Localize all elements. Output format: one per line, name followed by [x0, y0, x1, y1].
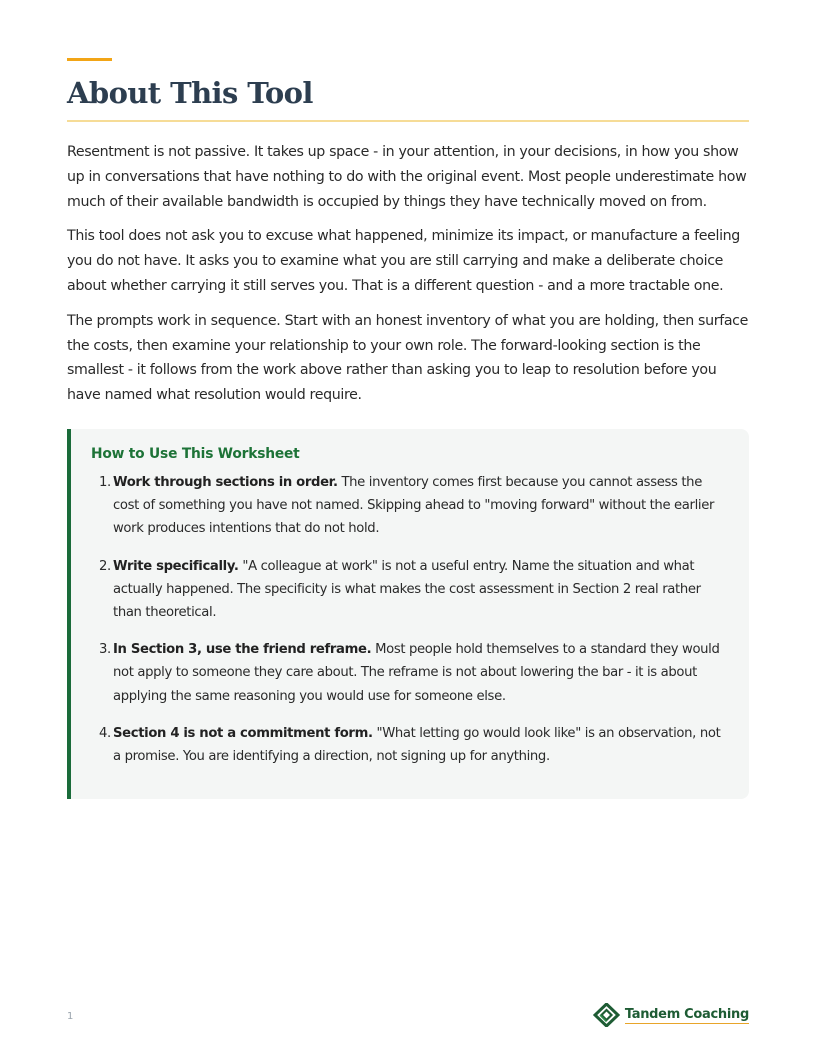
intro-section — [67, 140, 751, 418]
list-item-lead: Section 4 is not a commitment form. — [113, 725, 373, 741]
diamond-logo-icon — [593, 1003, 620, 1027]
list-item — [91, 638, 727, 708]
list-item — [91, 555, 727, 625]
intro-paragraph: Resentment is not passive. It takes up space - in your attention, in your decisions, in how you show up in conversations that have nothing to do with the original event. Most people underestimate how much of their available bandwidth is occupied by things they have technically moved on from. — [67, 144, 747, 210]
title-divider — [67, 120, 749, 122]
intro-paragraph: The prompts work in sequence. Start with an honest inventory of what you are holding, then surface the costs, then examine your relationship to your own role. The forward-looking section is the smallest - it follows from the work above rather than asking you to leap to resolution before you have named what resolution would require. — [67, 312, 749, 404]
title-accent-bar — [67, 58, 112, 61]
list-item-text: The inventory comes first because you cannot assess the cost of something you have not named. Skipping ahead to "moving forward" without the earlier work produces intentions that do not hold. — [113, 475, 715, 537]
list-item — [91, 471, 727, 541]
instructions-list — [91, 471, 727, 768]
page-title: About This Tool — [67, 76, 313, 110]
list-item-text: "A colleague at work" is not a useful entry. Name the situation and what actually happened. The specificity is what makes the cost assessment in Section 2 real rather than theoretical. — [113, 558, 701, 621]
list-item-number: 3. — [99, 642, 111, 658]
callout-heading: How to Use This Worksheet — [91, 446, 300, 462]
list-item-number: 2. — [99, 558, 111, 574]
brand-name: Tandem Coaching — [624, 1006, 749, 1022]
how-to-use-callout — [67, 429, 749, 799]
list-item-lead: Work through sections in order. — [113, 475, 338, 490]
list-item-text: Most people hold themselves to a standard they would not apply to someone they care about. The reframe is not about lowering the bar - it is about applying the same reasoning you would use for someone else. — [113, 642, 720, 704]
brand-logo — [593, 1003, 749, 1027]
intro-paragraph: This tool does not ask you to excuse what happened, minimize its impact, or manufacture a feeling you do not have. It asks you to examine what you are still carrying and make a deliberate choice about whether carrying it still serves you. That is a different question - and a more tractable one. — [67, 228, 740, 294]
list-item-number: 1. — [99, 475, 111, 490]
list-item-text: "What letting go would look like" is an observation, not a promise. You are identifying a direction, not signing up for anything. — [113, 725, 721, 765]
list-item-lead: Write specifically. — [113, 558, 239, 574]
list-item — [91, 722, 727, 768]
page-number: 1 — [67, 1011, 74, 1022]
list-item-number: 4. — [99, 725, 111, 741]
list-item-lead: In Section 3, use the friend reframe. — [113, 642, 372, 658]
